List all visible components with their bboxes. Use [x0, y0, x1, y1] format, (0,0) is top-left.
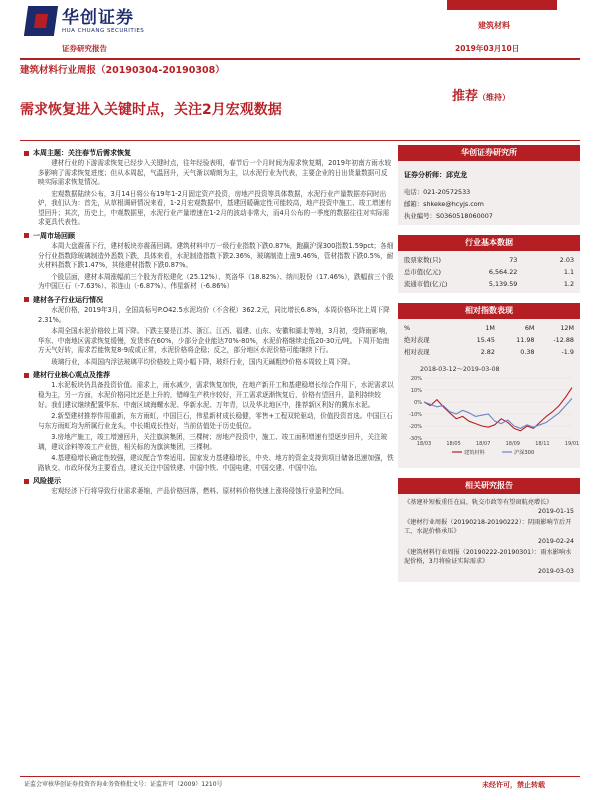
performance-cell: 0.38	[520, 348, 535, 357]
chart-y-tick: -10%	[409, 412, 422, 419]
performance-row	[404, 346, 574, 358]
bullet-icon	[24, 233, 29, 238]
basic-data-row	[404, 254, 574, 266]
header-divider	[20, 58, 580, 60]
performance-col-header: 1M	[485, 324, 495, 333]
chart-x-tick: 18/09	[505, 441, 521, 448]
section-heading	[24, 476, 394, 486]
basic-data-cell: 1.2	[563, 280, 575, 289]
section-paragraph: 玻璃行业，本周国内浮法玻璃平均价格较上周小幅下降，玻纤行业，国内无碱粗纱价格本周较上周下降。	[51, 357, 355, 366]
performance-header-row	[404, 322, 574, 334]
basic-data-cell: 73	[509, 256, 518, 265]
chart-y-tick: -20%	[409, 424, 422, 431]
section-heading	[24, 295, 394, 305]
performance-cell: 15.45	[476, 336, 495, 345]
related-reports-list	[398, 494, 580, 582]
performance-cell: 2.82	[480, 348, 495, 357]
chart-legend-label: 沪深300	[514, 450, 535, 457]
analyst-license: 执业编号：S0360518060007	[404, 212, 493, 221]
basic-data-cell: 总市值(亿元)	[404, 268, 441, 277]
chart-x-tick: 18/03	[416, 441, 432, 448]
related-report-title[interactable]: 《基建补短板重任在肩，轨交市政等有望窗航亮增长》	[404, 498, 553, 506]
basic-data-row	[404, 278, 574, 290]
footer-copyright: 未经许可，禁止转载	[482, 781, 545, 789]
performance-col-header: %	[404, 324, 411, 333]
performance-cell: 相对表现	[404, 348, 430, 357]
relative-performance-chart	[402, 374, 580, 460]
section-paragraph: 本周全国水泥价格较上周下降。下跌主要是江苏、浙江、江西、福建、山东、安徽和湖北等地，3月初，受降雨影响，华东、中南地区需求恢复缓慢，发货率在60%，少部分企业能达70%-80%，水泥价格继续走低20-30元/吨。下周开始南方天气好转，需求若能恢复8-9成或正常，水泥价格将企稳；反之，部分地区水泥价格可能继续下行。	[38, 327, 392, 355]
section-paragraph: 3.房地产施工，竣工增速回升，关注旗滨集团，三棵树；房地产投资中，施工、竣工面积增速有望逐步回升，关注玻璃，建议涂料等竣工产业链，相关标的为旗滨集团，三棵树。	[38, 433, 388, 451]
chart-box	[398, 361, 580, 467]
performance-col-header: 12M	[560, 324, 574, 333]
chart-legend-label: 建筑材料	[464, 450, 485, 457]
report-title: 需求恢复进入关键时点，关注2月宏观数据	[20, 102, 282, 118]
company-logo	[26, 6, 176, 42]
section-paragraph: 水泥价格，2019年3月，全国高标号P.O42.5水泥均价（不含税）362.2元，同比增长6.8%，本周价格环比上周下降2.31%。	[38, 305, 390, 324]
chart-y-tick: -30%	[409, 436, 422, 443]
section-paragraph: 2.新型建材推荐作用重新，东方雨虹，中国巨石，伟星新材成长稳健，零售+工程双轮驱动，价值投资首选。中国巨石与东方雨虹均为所属行业龙头，中长期成长性好，当前估值处于历史低位。	[38, 412, 393, 430]
report-header	[0, 0, 600, 60]
footer-license: 证监会审核华创证券投资咨询业务资格批文号：证监许可（2009）1210号	[24, 781, 223, 788]
section-heading-text: 本周主题：关注春节后需求恢复	[33, 149, 131, 157]
section-paragraph: 宏观数据陆续公布，3月14日将公布19年1-2月固定资产投资，房地产投资等具体数据，水泥行业产量数据亦同时出炉，我们认为：首先，从草根调研情况来看，1-2月宏观数据中，基建回暖确定性可能较高，地产投资中施工、竣工增速有望回升；其次，历史上，中观数据里，水泥行业产量增速在1-2月的波动非常大，而4月公布的一季度的数据往往对实际需求更具代表性。	[38, 189, 392, 227]
related-reports-header: 相关研究报告	[398, 478, 580, 494]
analyst-box	[398, 161, 580, 225]
section-paragraph: 本周大盘震荡下行，建材板块亦震荡回调。建筑材料申万一级行业指数下跌0.87%，跑赢沪深300指数1.59pct；各细分行业指数除玻璃制造外悉数下跌，具体来看，水泥制造指数下跌2.36%，玻璃制造上涨9.46%，管材指数下跌0.5%，耐火材料指数下跌1.47%，其他建材指数下跌0.87%。	[38, 242, 394, 270]
section-heading	[24, 148, 394, 158]
chart-series-line	[424, 388, 572, 431]
analyst-label: 证券分析师：	[404, 171, 446, 179]
bullet-icon	[24, 479, 29, 484]
rating	[452, 88, 510, 107]
analyst-phone: 电话：021-20572533	[404, 188, 471, 197]
report-type: 证券研究报告	[62, 44, 107, 53]
section-heading-text: 一周市场回顾	[33, 231, 75, 240]
header-tab-decoration	[447, 0, 557, 10]
analyst-name: 邱克龙	[446, 171, 467, 179]
sidebar	[398, 145, 580, 582]
section-paragraph: 4.基建稳增长确定性较强，建议配合节奏适用。国家发力基建稳增长，中央、地方的资金支持到项目储备迅速加强，铁路轨交、市政环保为主要看点，建议关注中国铁建、中国中铁、中国电建、中国交建、中国中冶。	[38, 454, 394, 472]
basic-data-cell: 1.1	[563, 268, 575, 277]
chart-y-tick: 0%	[414, 400, 422, 407]
logo-text-en: HUA CHUANG SECURITIES	[62, 28, 145, 34]
basic-data-header: 行业基本数据	[398, 235, 580, 251]
section-paragraph: 个股层面，建材本周涨幅前三个股为青松建化（25.12%）、英洛华（18.82%）、纳川股份（17.46%），跌幅前三个股为中国巨石（-7.63%）、祁连山（-6.87%）、伟星新材（-6.86%）	[38, 272, 394, 291]
section-paragraph: 1.水泥板块仍具备投资价值。需求上，雨水减少，需求恢复加快，在地产新开工和基建稳增长综合作用下，水泥需求以稳为主，另一方面，水泥价格同比还是上升的，错峰生产秩序较好，开工需求逐渐恢复后，价格有望回升，盈利持续较好。我们建议继续配置华东、中南区域海螺水泥、华新水泥、万年青，以及华北地区中，推荐新区利好的冀东水泥。	[38, 381, 394, 409]
footer-divider	[20, 776, 580, 777]
bullet-icon	[24, 151, 29, 156]
basic-data-cell: 2.03	[559, 256, 575, 265]
section-heading-text: 风险提示	[33, 477, 61, 486]
report-date: 2019年03月10日	[455, 44, 520, 53]
performance-table	[398, 319, 580, 361]
performance-header: 相对指数表现	[398, 303, 580, 319]
logo-text-cn: 华创证券	[62, 8, 134, 28]
rating-sub: （维持）	[478, 93, 511, 102]
rating-value: 推荐	[452, 89, 479, 104]
chart-x-tick: 18/11	[535, 441, 550, 448]
performance-col-header: 6M	[524, 324, 535, 333]
title-divider	[20, 140, 580, 141]
logo-mark-icon	[24, 6, 58, 36]
section-paragraph: 宏观经济下行将导致行业需求萎缩，产品价格回落，燃料、原材料价格快速上涨将侵蚀行业盈利空间。	[51, 487, 348, 496]
industry-tag: 建筑材料	[478, 21, 510, 30]
chart-y-tick: 10%	[410, 388, 422, 395]
analyst	[404, 170, 574, 180]
section-heading	[24, 231, 394, 241]
performance-row	[404, 334, 574, 346]
section-heading	[24, 370, 394, 380]
related-report-date: 2019-02-24	[538, 537, 574, 545]
basic-data-cell: 流通市值(亿元)	[404, 280, 448, 289]
bullet-icon	[24, 297, 29, 302]
basic-data-table	[398, 251, 580, 293]
performance-cell: -12.88	[553, 336, 574, 345]
chart-y-tick: 20%	[410, 376, 422, 383]
basic-data-cell: 5,139.59	[488, 280, 518, 289]
related-report-title[interactable]: 《建筑材料行业周报（20190222-20190301）：雨水影响水泥价格，3月将验证实际需求》	[404, 549, 572, 566]
performance-cell: 绝对表现	[404, 336, 430, 345]
analyst-email: 邮箱：shkeke@hcyjs.com	[404, 200, 484, 209]
performance-cell: -1.9	[561, 348, 574, 357]
chart-x-tick: 18/07	[475, 441, 491, 448]
section-heading-text: 建材行业核心观点及推荐	[33, 371, 110, 380]
report-subtitle: 建筑材料行业周报（20190304-20190308）	[20, 65, 225, 76]
chart-range: 2018-03-12～2019-03-08	[420, 366, 500, 374]
performance-cell: 11.98	[516, 336, 535, 345]
basic-data-cell: 股票家数(只)	[404, 256, 441, 265]
basic-data-cell: 6,564.22	[488, 268, 518, 277]
institute-header: 华创证券研究所	[398, 145, 580, 161]
summary-column	[24, 145, 394, 499]
section-heading-text: 建材各子行业运行情况	[33, 295, 103, 304]
related-report-date: 2019-03-03	[538, 567, 574, 575]
section-paragraph: 建材行业的下游需求恢复已经步入关键时点，往年经验表明，春节后一个月时间为需求恢复期，2019年初南方雨水较多影响了需求恢复进度；但从本周起，气温回升，天气渐以晴朗为主，以水泥行业为代表，主要企业的日出货量数据可反映实际需求恢复情况。	[38, 159, 392, 187]
basic-data-row	[404, 266, 574, 278]
chart-x-tick: 18/05	[446, 441, 461, 448]
chart-x-tick: 19/01	[564, 441, 580, 448]
related-report-date: 2019-01-15	[538, 507, 574, 515]
related-report-title[interactable]: 《建材行业周报（20190218-20190222）：阴雨影响节后开工，水泥价格承压》	[404, 519, 572, 536]
bullet-icon	[24, 373, 29, 378]
